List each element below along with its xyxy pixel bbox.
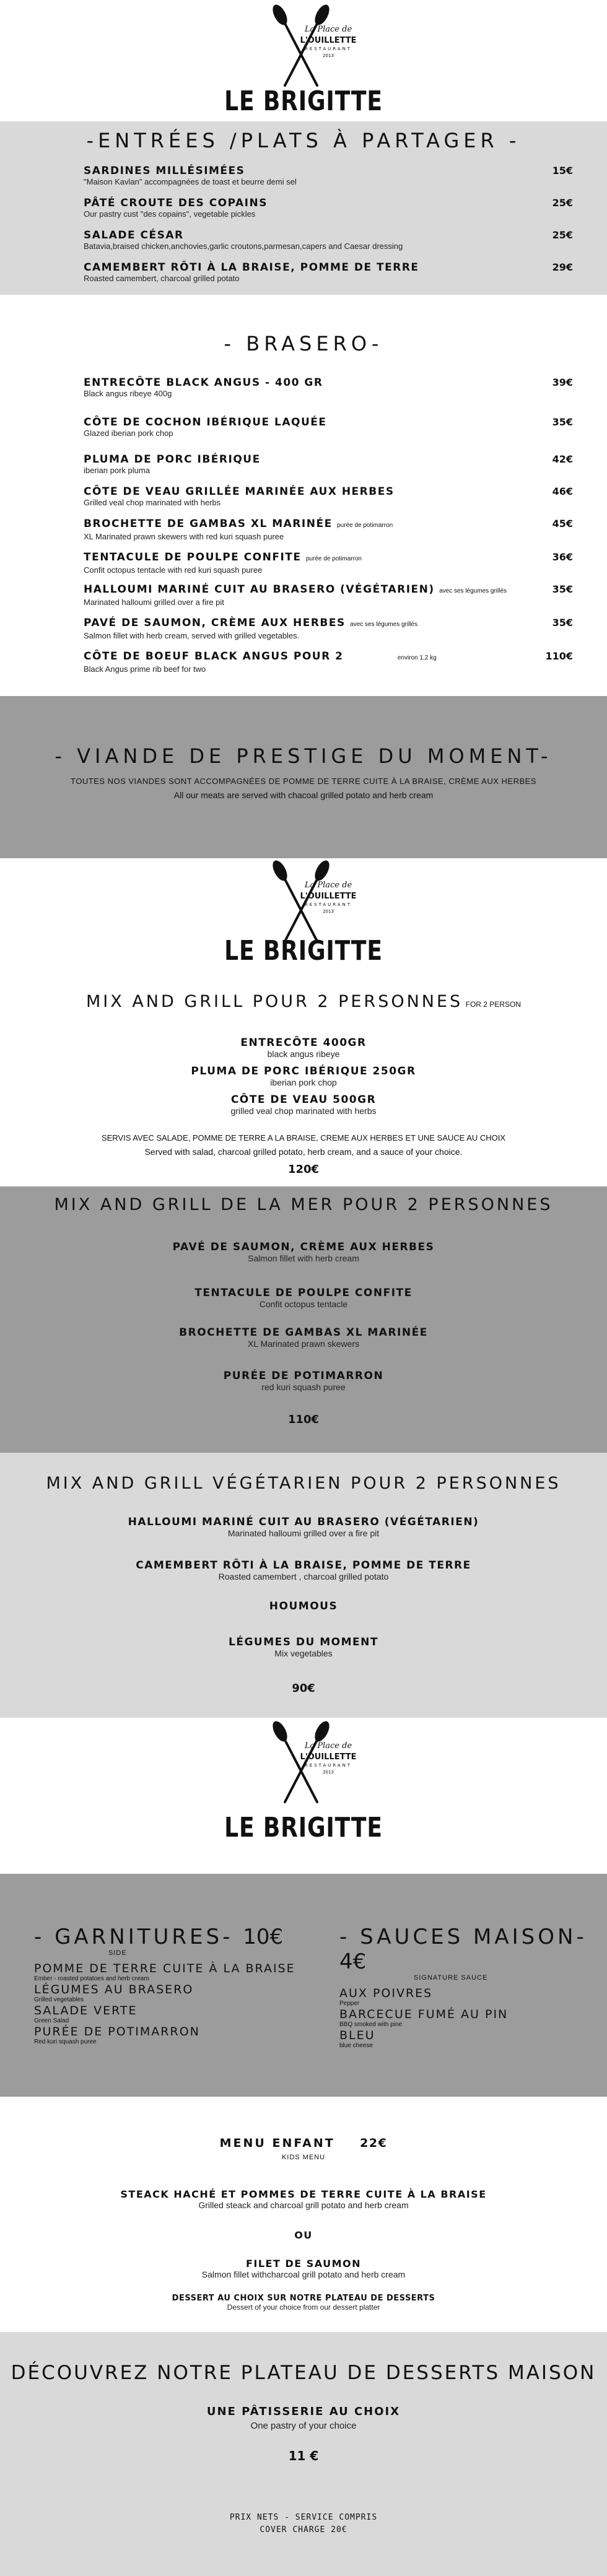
section-price: 120€	[287, 1163, 320, 1176]
svg-text:RESTAURANT: RESTAURANT	[304, 902, 352, 907]
item-description: Grilled vegetables	[34, 1996, 84, 2003]
list-item	[34, 1983, 307, 2004]
item-name: PLUMA DE PORC IBÉRIQUE 250GR	[191, 1065, 416, 1077]
crossed-oars-icon	[242, 1720, 365, 1807]
item-price: 39€	[552, 376, 573, 388]
item-name: BLEU	[339, 2029, 375, 2042]
item-description: black angus ribeye	[267, 1049, 340, 1059]
item-description: Dessert of your choice from our dessert platter	[227, 2303, 380, 2312]
section-price: 22€	[360, 2136, 388, 2150]
svg-text:L'OUILLETTE: L'OUILLETTE	[300, 892, 357, 901]
menu-item	[84, 583, 573, 607]
crossed-oars-icon	[242, 4, 365, 90]
item-name: LÉGUMES AU BRASERO	[34, 1983, 194, 1996]
section-title: DÉCOUVREZ NOTRE PLATEAU DE DESSERTS MAISON	[11, 2362, 596, 2384]
sides-sauces-section	[0, 1874, 607, 2097]
item-name: CÔTE DE VEAU GRILLÉE MARINÉE AUX HERBES	[84, 485, 395, 498]
section-subtitle: KIDS MENU	[281, 2154, 326, 2161]
menu-item	[0, 1287, 607, 1309]
item-description: BBQ smoked with pine	[339, 2021, 403, 2028]
item-description: Mix vegetables	[274, 1648, 333, 1658]
item-description: grilled veal chop marinated with herbs	[230, 1106, 377, 1116]
menu-item	[0, 1065, 607, 1087]
section-title: MIX AND GRILL VÉGÉTARIEN POUR 2 PERSONNES	[46, 1474, 561, 1493]
item-name: CAMEMBERT RÔTI À LA BRAISE, POMME DE TERRE	[84, 261, 419, 274]
svg-text:La Place de: La Place de	[304, 881, 352, 890]
item-description: Our pastry cust "des copains", vegetable pickles	[84, 209, 256, 219]
list-item	[339, 1986, 587, 2008]
item-price: 29€	[552, 261, 573, 273]
menu-item	[84, 376, 573, 399]
prestige-note-fr: TOUTES NOS VIANDES SONT ACCOMPAGNÉES DE POMME DE TERRE CUITE À LA BRAISE, CRÈME AUX HERBES	[71, 777, 536, 786]
item-description: Red kuri squash puree	[34, 2039, 97, 2045]
restaurant-logo	[242, 4, 365, 90]
item-name: SALADE CÉSAR	[84, 229, 184, 242]
section-price: 110€	[287, 1413, 320, 1426]
menu-item	[84, 650, 573, 674]
item-description: Green Salad	[34, 2017, 69, 2024]
mix-mer-section	[0, 1186, 607, 1453]
section-title-note: FOR 2 PERSON	[465, 1000, 521, 1009]
menu-item	[0, 1241, 607, 1263]
item-name: PAVÉ DE SAUMON, CRÈME AUX HERBES	[84, 617, 346, 629]
kids-title-row	[0, 2136, 607, 2150]
list-item	[34, 1962, 307, 1983]
item-name: POMME DE TERRE CUITE À LA BRAISE	[34, 1962, 295, 1975]
prestige-section	[0, 696, 607, 858]
item-name: PURÉE DE POTIMARRON	[34, 2025, 200, 2039]
item-name: AUX POIVRES	[339, 1986, 433, 2000]
item-name: SARDINES MILLÉSIMÉES	[84, 165, 245, 177]
item-name: PLUMA DE PORC IBÉRIQUE	[84, 453, 261, 466]
item-name: PURÉE DE POTIMARRON	[223, 1370, 384, 1382]
list-item	[339, 2029, 587, 2050]
item-description: Salmon fillet with herb cream	[248, 1253, 359, 1263]
menu-item	[0, 1636, 607, 1658]
item-price: 35€	[552, 416, 573, 428]
item-description: "Maison Kavlan" accompagnées de toast et beurre demi sel	[84, 177, 297, 186]
menu-item	[0, 2405, 607, 2431]
item-price: 42€	[552, 453, 573, 465]
item-note: environ 1,2 kg	[397, 655, 437, 661]
entrees-section	[0, 121, 607, 295]
menu-item	[84, 551, 573, 575]
item-name: HALLOUMI MARINÉ CUIT AU BRASERO (VÉGÉTARIEN)	[84, 583, 435, 596]
item-name: PÂTÉ CROUTE DES COPAINS	[84, 197, 268, 209]
item-price: 15€	[552, 165, 573, 176]
list-item	[34, 2004, 307, 2025]
menu-item	[0, 2294, 607, 2312]
item-description: Confit octopus tentacle with red kuri squash puree	[84, 565, 263, 575]
item-name: CÔTE DE BOEUF BLACK ANGUS POUR 2	[84, 650, 344, 663]
svg-text:RESTAURANT: RESTAURANT	[304, 1763, 352, 1768]
menu-item	[0, 1094, 607, 1116]
section-title: MIX AND GRILL POUR 2 PERSONNES	[86, 992, 463, 1011]
item-description: Salmon fillet with herb cream, served with grilled vegetables.	[84, 631, 300, 640]
section-price: 10€	[243, 1925, 284, 1949]
item-description: Batavia,braised chicken,anchovies,garlic croutons,parmesan,capers and Caesar dressing	[84, 242, 403, 251]
item-price: 35€	[552, 583, 573, 595]
served-note-en: Served with salad, charcoal grilled potato, herb cream, and a sauce of your choice.	[144, 1147, 463, 1157]
brasero-section	[0, 295, 607, 696]
list-item	[34, 2025, 307, 2046]
item-description: Grilled steack and charcoal grill potato and herb cream	[198, 2200, 409, 2210]
item-description: iberian pork pluma	[84, 466, 150, 475]
logo-year: 2013	[323, 53, 334, 58]
sauces-column	[339, 1925, 587, 2050]
list-item	[339, 2008, 587, 2029]
menu-item	[0, 1516, 607, 1538]
item-note: avec ses légumes grillés	[439, 588, 507, 594]
menu-item	[84, 165, 573, 187]
mix-title-row	[0, 992, 607, 1011]
item-note: purée de potimarron	[305, 555, 362, 562]
item-price: 46€	[552, 485, 573, 497]
menu-item	[84, 453, 573, 476]
section-subtitle: SIDE	[108, 1949, 127, 1957]
footer-note: PRIX NETS - SERVICE COMPRIS	[229, 2513, 378, 2522]
item-name: BARCECUE FUMÉ AU PIN	[339, 2008, 509, 2021]
item-name: HOUMOUS	[269, 1600, 338, 1612]
brand-title: LE BRIGITTE	[224, 935, 383, 967]
restaurant-logo	[242, 859, 365, 946]
menu-item	[0, 2258, 607, 2279]
item-description: Confit octopus tentacle	[259, 1299, 348, 1309]
brand-title: LE BRIGITTE	[224, 85, 383, 117]
mix-veg-section	[0, 1453, 607, 1718]
item-description: iberian pork chop	[270, 1077, 337, 1087]
item-description: Black angus ribeye 400g	[84, 389, 172, 398]
section-title: - BRASERO-	[224, 332, 383, 355]
brand-title: LE BRIGITTE	[224, 1812, 383, 1843]
item-name: CÔTE DE VEAU 500GR	[230, 1094, 377, 1106]
logo-sub: RESTAURANT	[304, 46, 352, 51]
item-name: BROCHETTE DE GAMBAS XL MARINÉE	[84, 518, 333, 530]
section-title: -ENTRÉES /PLATS À PARTAGER -	[86, 129, 521, 152]
section-price: 11 €	[288, 2448, 319, 2463]
section-title: - VIANDE DE PRESTIGE DU MOMENT-	[55, 744, 552, 768]
item-description: Glazed iberian pork chop	[84, 429, 173, 438]
served-note-fr: SERVIS AVEC SALADE, POMME DE TERRE A LA BRAISE, CREME AUX HERBES ET UNE SAUCE AU CHOIX	[101, 1133, 506, 1142]
item-name: STEACK HACHÉ ET POMMES DE TERRE CUITE À LA BRAISE	[120, 2188, 487, 2200]
item-name: FILET DE SAUMON	[245, 2258, 362, 2269]
menu-item	[84, 197, 573, 219]
prestige-note-en: All our meats are served with chacoal grilled potato and herb cream	[173, 790, 434, 800]
logo-script: La Place de	[304, 25, 352, 34]
svg-text:L'OUILLETTE: L'OUILLETTE	[300, 1752, 357, 1762]
section-title: MENU ENFANT	[219, 2136, 335, 2150]
menu-item	[0, 1600, 607, 1612]
item-name: TENTACULE DE POULPE CONFITE	[194, 1287, 413, 1299]
menu-item	[0, 1370, 607, 1392]
item-name: LÉGUMES DU MOMENT	[229, 1636, 378, 1648]
item-description: Marinated halloumi grilled over a fire pit	[84, 598, 224, 607]
item-description: Grilled veal chop marinated with herbs	[84, 498, 221, 507]
kids-section	[0, 2097, 607, 2332]
item-description: blue cheese	[339, 2042, 373, 2049]
menu-item	[84, 416, 573, 438]
or-separator: OU	[294, 2229, 313, 2241]
menu-item	[84, 485, 573, 508]
item-name: PAVÉ DE SAUMON, CRÈME AUX HERBES	[172, 1241, 435, 1253]
item-description: red kuri squash puree	[261, 1382, 346, 1392]
item-description: Marinated halloumi grilled over a fire pit	[227, 1528, 380, 1538]
item-description: One pastry of your choice	[250, 2421, 357, 2431]
svg-text:2013: 2013	[323, 909, 334, 914]
item-name: CÔTE DE COCHON IBÉRIQUE LAQUÉE	[84, 416, 327, 429]
item-name: HALLOUMI MARINÉ CUIT AU BRASERO (VÉGÉTARIEN)	[128, 1516, 479, 1528]
item-name: SALADE VERTE	[34, 2004, 138, 2017]
restaurant-logo	[242, 1720, 365, 1807]
item-name: TENTACULE DE POULPE CONFITE	[84, 551, 302, 564]
item-note: avec ses légumes grillés	[350, 621, 418, 628]
item-name: UNE PÂTISSERIE AU CHOIX	[206, 2405, 401, 2418]
section-title: MIX AND GRILL DE LA MER POUR 2 PERSONNES	[54, 1195, 553, 1214]
item-price: 45€	[552, 518, 573, 529]
desserts-section	[0, 2332, 607, 2576]
item-name: ENTRECÔTE 400GR	[240, 1037, 367, 1049]
item-description: Roasted camembert , charcoal grilled potato	[218, 1572, 389, 1582]
item-name: ENTRECÔTE BLACK ANGUS - 400 GR	[84, 376, 323, 389]
menu-item	[0, 1037, 607, 1059]
menu-item	[0, 2188, 607, 2210]
item-description: Roasted camembert, charcoal grilled potato	[84, 274, 240, 283]
item-description: Black Angus prime rib beef for two	[84, 664, 206, 674]
section-price: 4€	[339, 1949, 367, 1974]
mix-grill-section	[0, 985, 607, 1186]
menu-item	[84, 261, 573, 284]
item-description: XL Marinated prawn skewers	[247, 1339, 359, 1349]
svg-text:La Place de: La Place de	[304, 1741, 352, 1751]
item-name: BROCHETTE DE GAMBAS XL MARINÉE	[179, 1326, 428, 1339]
item-price: 25€	[552, 229, 573, 241]
item-price: 25€	[552, 197, 573, 209]
section-title: - GARNITURES-	[34, 1925, 234, 1949]
item-price: 36€	[552, 551, 573, 563]
footer-note: COVER CHARGE 20€	[260, 2525, 347, 2535]
item-price: 110€	[545, 650, 573, 662]
section-price: 90€	[292, 1682, 315, 1695]
item-name: CAMEMBERT RÔTI À LA BRAISE, POMME DE TERRE	[136, 1559, 471, 1572]
item-note: purée de potimarron	[337, 522, 393, 529]
garnitures-column	[34, 1925, 307, 2046]
menu-item	[0, 1559, 607, 1582]
menu-item	[0, 1326, 607, 1349]
item-name: DESSERT AU CHOIX SUR NOTRE PLATEAU DE DESSERTS	[172, 2294, 435, 2303]
item-description: Ember - roasted potatoes and herb cream	[34, 1975, 149, 1982]
item-description: XL Marinated prawn skewers with red kuri squash puree	[84, 532, 284, 541]
section-subtitle: SIGNATURE SAUCE	[414, 1974, 488, 1982]
logo-name: L'OUILLETTE	[300, 36, 357, 45]
svg-text:2013: 2013	[323, 1770, 334, 1775]
menu-item	[84, 229, 573, 251]
crossed-oars-icon	[242, 859, 365, 946]
menu-item	[84, 518, 573, 542]
item-price: 35€	[552, 617, 573, 629]
item-description: Pepper	[339, 2000, 360, 2007]
item-description: Salmon fillet withcharcoal grill potato and herb cream	[201, 2269, 406, 2279]
section-title: - SAUCES MAISON-	[339, 1925, 587, 1949]
menu-item	[84, 617, 573, 641]
